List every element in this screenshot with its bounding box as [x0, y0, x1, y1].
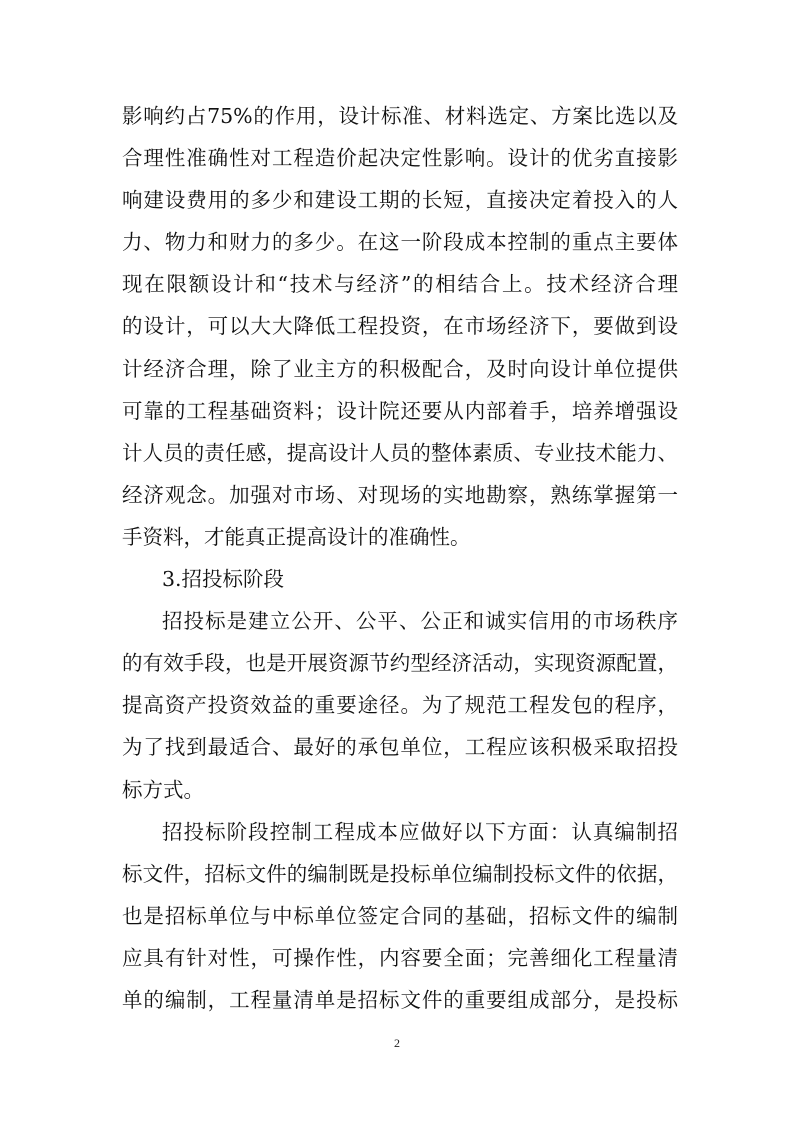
- text-line: 的有效手段，也是开展资源节约型经济活动，实现资源配置，: [122, 651, 678, 675]
- text-line: 影响约占75%的作用，设计标准、材料选定、方案比选以及: [122, 104, 678, 128]
- page-number: 2: [394, 1036, 400, 1050]
- text-line: 标方式。: [122, 778, 204, 802]
- text-line: 标文件，招标文件的编制既是投标单位编制投标文件的依据，: [122, 862, 678, 886]
- text-line: 应具有针对性，可操作性，内容要全面；完善细化工程量清: [122, 946, 678, 970]
- text-line: 经济观念。加强对市场、对现场的实地勘察，熟练掌握第一: [122, 483, 678, 507]
- text-line: 力、物力和财力的多少。在这一阶段成本控制的重点主要体: [122, 230, 678, 254]
- text-line: 的设计，可以大大降低工程投资，在市场经济下，要做到设: [122, 314, 678, 338]
- text-line: 为了找到最适合、最好的承包单位，工程应该积极采取招投: [122, 735, 678, 759]
- text-line: 现在限额设计和“技术与经济”的相结合上。技术经济合理: [122, 272, 678, 296]
- text-line: 手资料，才能真正提高设计的准确性。: [122, 525, 471, 549]
- text-line: 合理性准确性对工程造价起决定性影响。设计的优劣直接影: [122, 146, 678, 170]
- text-line: 可靠的工程基础资料；设计院还要从内部着手，培养增强设: [122, 399, 678, 423]
- paragraph-first-line: 招投标阶段控制工程成本应做好以下方面：认真编制招: [162, 820, 678, 844]
- text-line: 也是招标单位与中标单位签定合同的基础，招标文件的编制: [122, 904, 678, 928]
- text-line: 响建设费用的多少和建设工期的长短，直接决定着投入的人: [122, 188, 678, 212]
- section-heading: 3.招投标阶段: [162, 567, 285, 591]
- text-line: 计人员的责任感，提高设计人员的整体素质、专业技术能力、: [122, 441, 678, 465]
- paragraph-first-line: 招投标是建立公开、公平、公正和诚实信用的市场秩序: [162, 609, 678, 633]
- text-line: 单的编制，工程量清单是招标文件的重要组成部分，是投标: [122, 988, 678, 1012]
- text-line: 提高资产投资效益的重要途径。为了规范工程发包的程序，: [122, 693, 678, 717]
- text-line: 计经济合理，除了业主方的积极配合，及时向设计单位提供: [122, 357, 678, 381]
